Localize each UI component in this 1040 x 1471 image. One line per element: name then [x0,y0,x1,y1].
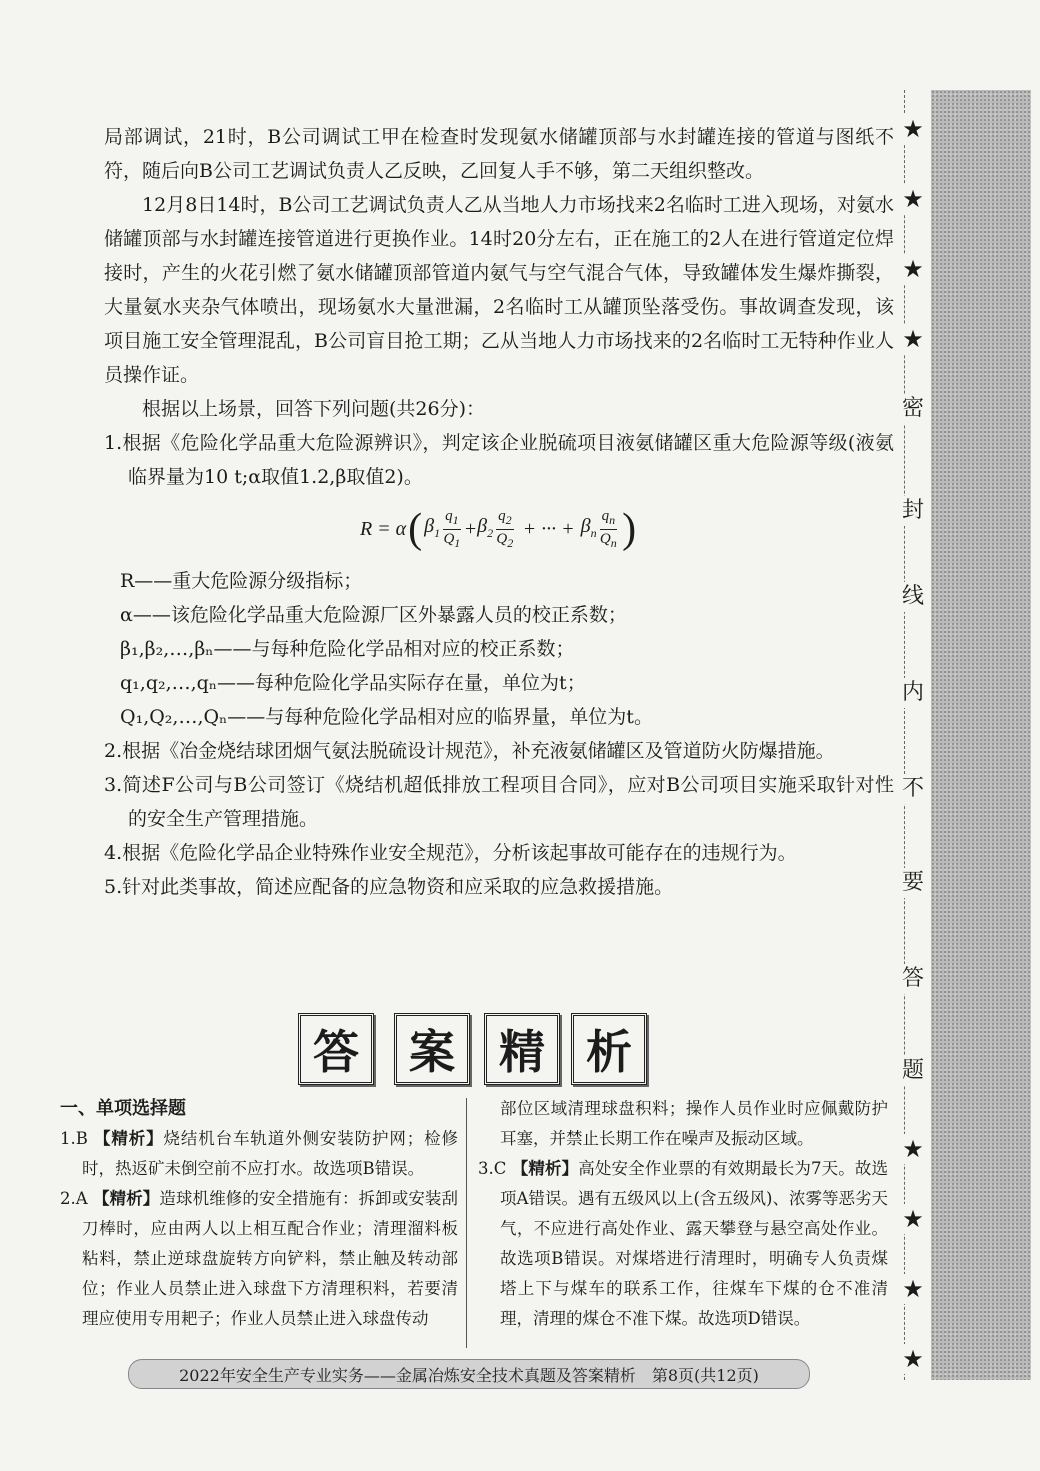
seal-char: 要 [895,868,931,898]
answer-2: 2.A 【精析】造球机维修的安全措施有：拆卸或安装刮刀棒时，应由两人以上相互配合作业；清理溜料板粘料，禁止逆球盘旋转方向铲料，禁止触及转动部位；作业人员禁止进入球盘下方清理积料，若要清理应使用专用耙子；作业人员禁止进入球盘传动 [60,1189,459,1328]
star-icon: ★ [895,1344,931,1374]
formula-fraction-n: $\frac{q_n}{Q_n}$ [599,507,617,550]
question-4: 4.根据《危险化学品企业特殊作业安全规范》，分析该起事故可能存在的违规行为。 [104,842,797,864]
answer-3: 3.C 【精析】高处安全作业票的有效期最长为7天。故选项A错误。遇有五级风以上(含五级风)、浓雾等恶劣天气，不应进行高处作业、露天攀登与悬空高处作业。故选项B错误。对煤塔进行清理时，明确专人负责煤塔上下与煤车的联系工作，往煤车下煤的仓不准清理，清理的煤仓不准下煤。故选项D错误。 [478,1159,888,1328]
star-icon: ★ [895,184,931,214]
seal-char: 答 [895,964,931,994]
question-1: 1.根据《危险化学品重大危险源辨识》，判定该企业脱硫项目液氨储罐区重大危险源等级(液氨临界量为10 t;α取值1.2,β取值2)。 [104,432,894,488]
scenario-block [104,120,894,904]
formula-right-paren: ) [622,506,637,552]
formula-plus-1: + [463,518,478,540]
seal-char: 密 [895,394,931,424]
page-footer: 2022年安全生产专业实务——金属冶炼安全技术真题及答案精析 第8页(共12页) [128,1359,810,1389]
answer-2-continued: 部位区域清理球盘积料；操作人员作业时应佩戴防护耳塞，并禁止长期工作在噪声及振动区域。 [500,1099,888,1148]
formula-fraction-1: $\frac{q_1}{Q_1}$ [443,507,461,550]
formula-term-1: $\beta_1$ [424,514,441,540]
formula-term-2: $\beta_2$ [477,514,494,540]
side-dotted-strip [931,90,1031,1380]
question-3: 3.简述F公司与B公司签订《烧结机超低排放工程项目合同》，应对B公司项目实施采取针对性的安全生产管理措施。 [104,774,894,830]
answer-1: 1.B 【精析】烧结机台车轨道外侧安装防护网；检修时，热返矿未倒空前不应打水。故选项B错误。 [60,1129,458,1178]
scenario-paragraph-1: 局部调试，21时，B公司调试工甲在检查时发现氨水储罐顶部与水封罐连接的管道与图纸不符，随后向B公司工艺调试负责人乙反映，乙回复人手不够，第二天组织整改。 [104,126,894,182]
answer-heading-char: 案 [394,1013,470,1085]
definition-q: q₁,q₂,…,qₙ——每种危险化学品实际存在量，单位为t； [120,672,586,694]
formula-lhs: R = α [359,518,407,540]
definition-beta: β₁,β₂,…,βₙ——与每种危险化学品相对应的校正系数； [120,638,575,660]
formula-left-paren: ( [408,506,423,552]
formula-definitions [104,564,894,734]
seal-char: 不 [895,774,931,804]
formula-ellipsis: + ··· + [522,518,575,540]
question-2: 2.根据《冶金烧结球团烟气氨法脱硫设计规范》，补充液氨储罐区及管道防火防爆措施。 [104,740,835,762]
star-icon: ★ [895,324,931,354]
formula-fraction-2: $\frac{q_2}{Q_2}$ [496,507,514,550]
section-title: 一、单项选择题 [60,1098,186,1119]
star-icon: ★ [895,114,931,144]
formula-term-n: $\beta_n$ [580,514,597,540]
column-divider [466,1098,467,1348]
star-icon: ★ [895,1134,931,1164]
answers-left-column [60,1094,458,1334]
definition-Q: Q₁,Q₂,…,Qₙ——与每种危险化学品相对应的临界量，单位为t。 [120,706,653,728]
answer-heading-char: 析 [571,1013,647,1085]
star-icon: ★ [895,254,931,284]
answer-heading-char: 精 [484,1013,560,1085]
question-5: 5.针对此类事故，简述应配备的应急物资和应采取的应急救援措施。 [104,876,674,898]
seal-char: 线 [895,582,931,612]
scenario-paragraph-2: 12月8日14时，B公司工艺调试负责人乙从当地人力市场找来2名临时工进入现场，对氨水储罐顶部与水封罐连接管道进行更换作业。14时20分左右，正在施工的2人在进行管道定位焊接时，产生的火花引燃了氨水储罐顶部管道内氨气与空气混合气体，导致罐体发生爆炸撕裂，大量氨水夹杂气体喷出，现场氨水大量泄漏，2名临时工从罐顶坠落受伤。事故调查发现，该项目施工安全管理混乱，B公司盲目抢工期；乙从当地人力市场找来的2名临时工无特种作业人员操作证。 [104,194,894,386]
star-icon: ★ [895,1204,931,1234]
seal-char: 题 [895,1056,931,1086]
definition-R: R——重大危险源分级指标； [120,570,363,592]
seal-char: 内 [895,678,931,708]
definition-alpha: α——该危险化学品重大危险源厂区外暴露人员的校正系数； [120,604,627,626]
answer-heading-char: 答 [298,1013,374,1085]
star-icon: ★ [895,1274,931,1304]
hazard-formula [104,494,894,564]
questions-intro: 根据以上场景，回答下列问题(共26分)： [142,398,486,420]
answers-right-column [478,1094,888,1334]
seal-char: 封 [895,496,931,526]
